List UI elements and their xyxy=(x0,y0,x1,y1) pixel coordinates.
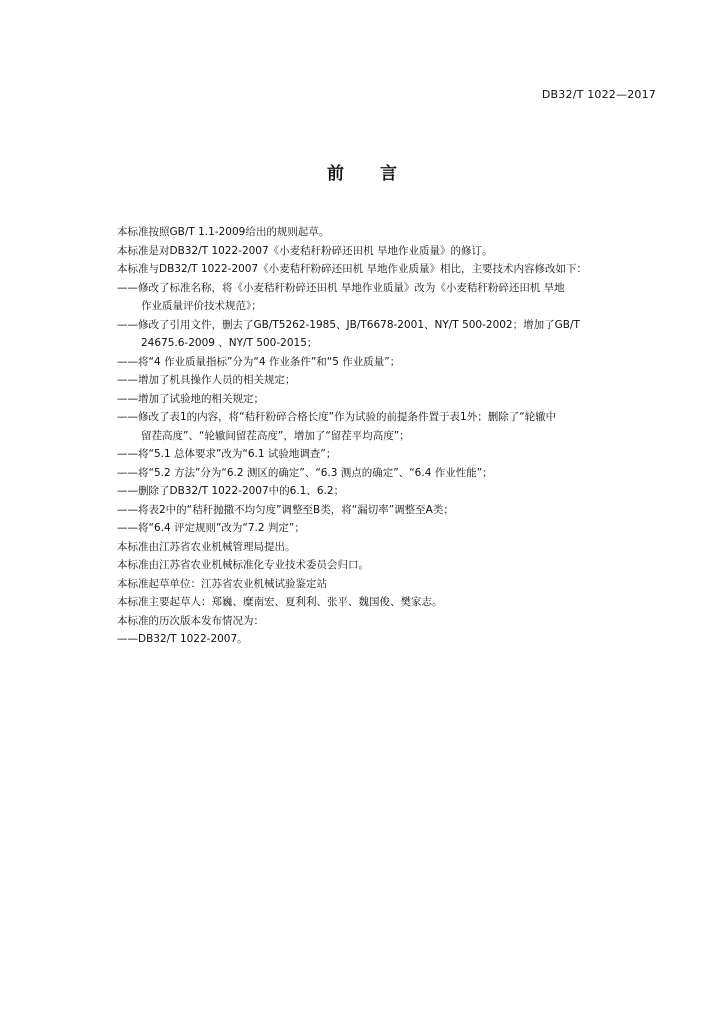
document-code: DB32/T 1022—2017 xyxy=(541,88,656,101)
foreword-line: ——修改了引用文件，删去了GB/T5262-1985、JB/T6678-2001、NY/T 500-2002；增加了GB/T xyxy=(117,318,580,331)
foreword-line: ——将“4 作业质量指标”分为“4 作业条件”和“5 作业质量”； xyxy=(117,355,401,368)
foreword-line: 本标准的历次版本发布情况为： xyxy=(117,614,264,627)
foreword-line: 24675.6-2009 、NY/T 500-2015； xyxy=(141,337,318,349)
foreword-line: ——修改了标准名称，将《小麦秸秆粉碎还田机 旱地作业质量》改为《小麦秸秆粉碎还田机 旱地 xyxy=(117,281,565,294)
foreword-line: 本标准主要起草人：郑巍、糜南宏、夏利利、张平、魏国俊、樊家志。 xyxy=(117,596,443,608)
foreword-line: ——将“5.1 总体要求”改为“6.1 试验地调查”； xyxy=(117,448,337,460)
foreword-line: 作业质量评价技术规范》； xyxy=(141,300,262,312)
foreword-line: 本标准由江苏省农业机械管理局提出。 xyxy=(117,540,296,553)
foreword-line: 本标准按照GB/T 1.1-2009给出的规则起草。 xyxy=(117,226,330,238)
foreword-line: ——将表2中的“秸秆抛撒不均匀度”调整至B类，将“漏切率”调整至A类； xyxy=(117,503,454,516)
foreword-body xyxy=(117,223,657,649)
foreword-line: ——增加了试验地的相关规定； xyxy=(117,392,264,405)
foreword-line: ——将“6.4 评定规则”改为“7.2 判定”； xyxy=(117,522,305,534)
foreword-line: ——修改了表1的内容，将“秸秆粉碎合格长度”作为试验的前提条件置于表1外；删除了“轮辙中 xyxy=(117,411,557,423)
foreword-line: ——DB32/T 1022-2007。 xyxy=(117,633,248,645)
foreword-line: ——删除了DB32/T 1022-2007中的6.1、6.2； xyxy=(117,485,345,497)
foreword-line: 本标准与DB32/T 1022-2007《小麦秸秆粉碎还田机 旱地作业质量》相比，主要技术内容修改如下： xyxy=(117,263,588,275)
foreword-line: 留茬高度”、“轮辙间留茬高度”，增加了“留茬平均高度”； xyxy=(141,429,410,442)
foreword-line: 本标准是对DB32/T 1022-2007《小麦秸秆粉碎还田机 旱地作业质量》的修订。 xyxy=(117,244,493,257)
foreword-line: ——增加了机具操作人员的相关规定； xyxy=(117,374,296,386)
page-title: 前言 xyxy=(327,164,433,184)
foreword-line: ——将“5.2 方法”分为“6.2 测区的确定”、“6.3 测点的确定”、“6.4 作业性能”； xyxy=(117,466,493,479)
foreword-line: 本标准由江苏省农业机械标准化专业技术委员会归口。 xyxy=(117,559,369,571)
foreword-line: 本标准起草单位：江苏省农业机械试验鉴定站 xyxy=(117,577,327,590)
